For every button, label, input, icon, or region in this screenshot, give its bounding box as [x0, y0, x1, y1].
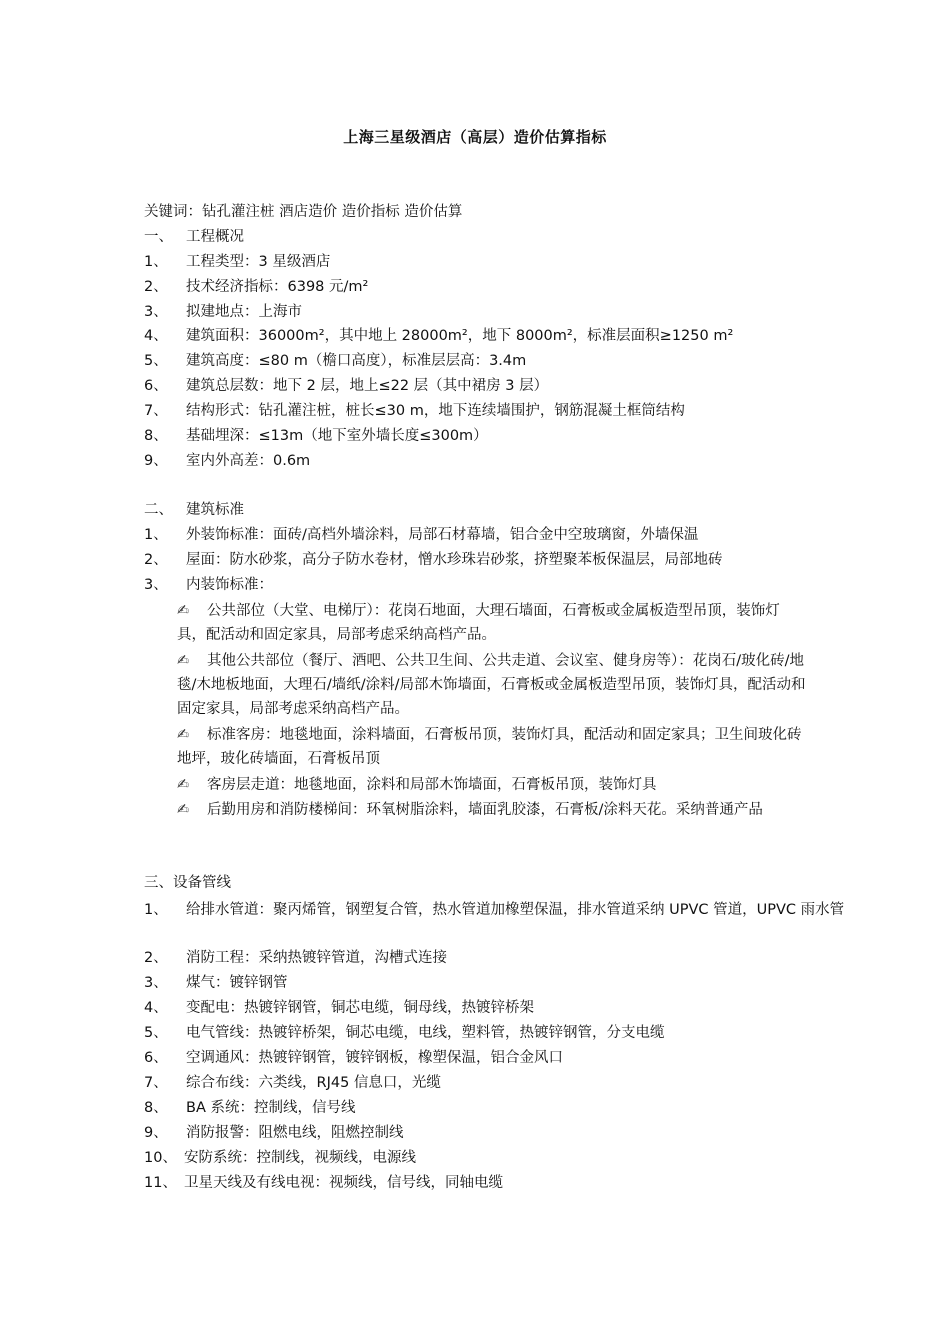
list-item	[144, 898, 846, 922]
item-number: 7、	[144, 1075, 168, 1091]
list-item	[144, 525, 698, 545]
bullet-item	[177, 649, 807, 721]
list-item	[144, 1098, 355, 1118]
item-text: 综合布线：六类线，RJ45 信息口，光缆	[186, 1075, 441, 1091]
item-text: 建筑总层数：地下 2 层，地上≤22 层（其中裙房 3 层）	[186, 378, 549, 394]
item-text: BA 系统：控制线，信号线	[186, 1100, 356, 1116]
list-item	[144, 575, 273, 595]
item-number: 8、	[144, 1100, 168, 1116]
list-item	[144, 1073, 441, 1093]
item-text: 内装饰标准：	[186, 577, 273, 593]
item-number: 9、	[144, 1125, 168, 1141]
list-item	[144, 1123, 404, 1143]
item-text: 变配电：热镀锌钢管，铜芯电缆，铜母线，热镀锌桥架	[186, 1000, 534, 1016]
list-item	[144, 1048, 563, 1068]
item-text: 给排水管道：聚丙烯管，钢塑复合管，热水管道加橡塑保温，排水管道采纳 UPVC 管道，UPVC 雨水管	[186, 902, 845, 918]
item-number: 4、	[144, 1000, 168, 1016]
item-number: 2、	[144, 279, 168, 295]
item-text: 煤气：镀锌钢管	[186, 975, 288, 991]
list-item	[144, 277, 368, 297]
list-item	[144, 326, 733, 346]
item-text: 技术经济指标：6398 元/m²	[186, 279, 369, 295]
item-text: 基础埋深：≤13m（地下室外墙长度≤300m）	[186, 428, 488, 444]
writing-hand-icon: ✍	[177, 802, 190, 818]
item-number: 2、	[144, 552, 168, 568]
item-text: 消防报警：阻燃电线，阻燃控制线	[186, 1125, 404, 1141]
item-number: 6、	[144, 1050, 168, 1066]
item-number: 7、	[144, 403, 168, 419]
item-text: 电气管线：热镀锌桥架，铜芯电缆，电线，塑料管，热镀锌钢管，分支电缆	[186, 1025, 665, 1041]
section-1-heading	[144, 227, 244, 247]
item-number: 9、	[144, 453, 168, 469]
item-text: 消防工程：采纳热镀锌管道，沟槽式连接	[186, 950, 447, 966]
keywords-line: 关键词：钻孔灌注桩 酒店造价 造价指标 造价估算	[144, 204, 463, 220]
list-item	[144, 451, 310, 471]
section-number: 一、	[144, 229, 173, 245]
item-number: 11、	[144, 1175, 177, 1191]
item-number: 3、	[144, 975, 168, 991]
bullet-item	[177, 798, 807, 822]
item-number: 3、	[144, 304, 168, 320]
item-text: 安防系统：控制线，视频线，电源线	[184, 1150, 416, 1166]
writing-hand-icon: ✍	[177, 727, 190, 743]
bullet-text: 客房层走道：地毯地面，涂料和局部木饰墙面，石膏板吊顶，装饰灯具	[207, 777, 657, 793]
list-item	[144, 1023, 665, 1043]
item-text: 工程类型：3 星级酒店	[186, 254, 331, 270]
item-text: 拟建地点：上海市	[186, 304, 302, 320]
list-item	[144, 376, 548, 396]
bullet-item	[177, 773, 807, 797]
bullet-text: 公共部位（大堂、电梯厅）：花岗石地面，大理石墙面，石膏板或金属板造型吊顶，装饰灯具，配活动和固定家具，局部考虑采纳高档产品。	[177, 603, 780, 643]
item-number: 8、	[144, 428, 168, 444]
item-number: 1、	[144, 902, 168, 918]
section-number: 二、	[144, 502, 173, 518]
writing-hand-icon: ✍	[177, 777, 190, 793]
list-item	[144, 948, 447, 968]
section-2-heading	[144, 500, 244, 520]
section-title: 工程概况	[186, 229, 244, 245]
item-text: 卫星天线及有线电视：视频线，信号线，同轴电缆	[184, 1175, 503, 1191]
bullet-text: 其他公共部位（餐厅、酒吧、公共卫生间、公共走道、会议室、健身房等）：花岗石/玻化砖/地毯/木地板地面，大理石/墙纸/涂料/局部木饰墙面，石膏板或金属板造型吊顶，装饰灯具，配活动和固定家具，局部考虑采纳高档产品。	[177, 653, 806, 717]
list-item	[144, 1173, 503, 1193]
bullet-text: 标准客房：地毯地面，涂料墙面，石膏板吊顶，装饰灯具，配活动和固定家具；卫生间玻化砖地坪，玻化砖墙面，石膏板吊顶	[177, 727, 802, 767]
item-number: 1、	[144, 527, 168, 543]
item-text: 空调通风：热镀锌钢管，镀锌钢板，橡塑保温，铝合金风口	[186, 1050, 563, 1066]
list-item	[144, 973, 288, 993]
list-item	[144, 426, 488, 446]
section-title: 建筑标准	[186, 502, 244, 518]
item-number: 4、	[144, 328, 168, 344]
item-text: 结构形式：钻孔灌注桩，桩长≤30 m，地下连续墙围护，钢筋混凝土框筒结构	[186, 403, 685, 419]
writing-hand-icon: ✍	[177, 603, 190, 619]
item-text: 室内外高差：0.6m	[186, 453, 311, 469]
document-title: 上海三星级酒店（高层）造价估算指标	[343, 128, 607, 146]
list-item	[144, 401, 685, 421]
list-item	[144, 1148, 416, 1168]
item-text: 建筑高度：≤80 m（檐口高度），标准层层高：3.4m	[186, 353, 527, 369]
list-item	[144, 252, 330, 272]
section-3-heading: 三、设备管线	[144, 875, 231, 891]
item-number: 2、	[144, 950, 168, 966]
list-item	[144, 351, 526, 371]
item-number: 5、	[144, 353, 168, 369]
bullet-item	[177, 723, 807, 771]
list-item	[144, 998, 534, 1018]
bullet-item	[177, 599, 807, 647]
writing-hand-icon: ✍	[177, 653, 190, 669]
item-text: 外装饰标准：面砖/高档外墙涂料，局部石材幕墙，铝合金中空玻璃窗，外墙保温	[186, 527, 699, 543]
item-number: 3、	[144, 577, 168, 593]
item-text: 建筑面积：36000m²，其中地上 28000m²，地下 8000m²，标准层面积≥1250 m²	[186, 328, 734, 344]
item-number: 6、	[144, 378, 168, 394]
bullet-text: 后勤用房和消防楼梯间：环氧树脂涂料，墙面乳胶漆，石膏板/涂料天花。采纳普通产品	[207, 802, 763, 818]
list-item	[144, 302, 302, 322]
item-number: 10、	[144, 1150, 177, 1166]
item-number: 5、	[144, 1025, 168, 1041]
list-item	[144, 550, 723, 570]
item-text: 屋面：防水砂浆，高分子防水卷材，憎水珍珠岩砂浆，挤塑聚苯板保温层，局部地砖	[186, 552, 723, 568]
item-number: 1、	[144, 254, 168, 270]
